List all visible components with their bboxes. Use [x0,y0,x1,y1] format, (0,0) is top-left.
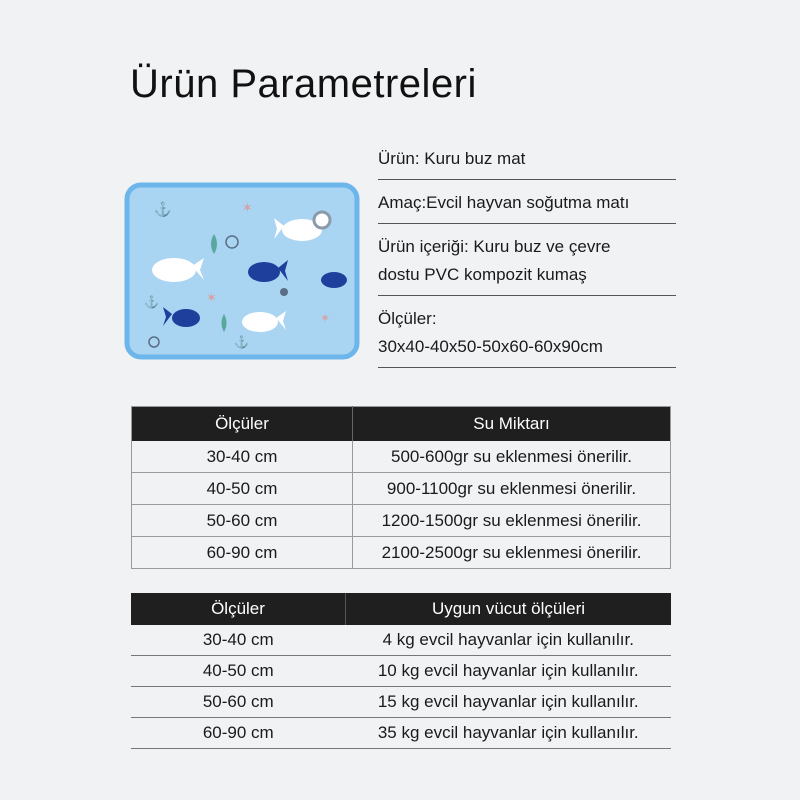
starfish-icon: ✶ [320,311,331,325]
value-cell: 500-600gr su eklenmesi önerilir. [353,441,671,473]
page-title: Ürün Parametreleri [130,62,477,106]
column-header: Uygun vücut ölçüleri [346,593,672,625]
value-cell: 35 kg evcil hayvanlar için kullanılır. [346,718,672,749]
table-row [132,473,671,505]
value-cell: 15 kg evcil hayvanlar için kullanılır. [346,687,672,718]
size-cell: 40-50 cm [132,473,353,505]
table-header-row [132,407,671,442]
body-size-table [131,593,671,749]
size-cell: 30-40 cm [131,625,346,656]
param-list [378,142,676,368]
size-cell: 60-90 cm [131,718,346,749]
column-header: Ölçüler [132,407,353,442]
whale-icon [321,272,347,288]
size-cell: 50-60 cm [131,687,346,718]
column-header: Ölçüler [131,593,346,625]
value-cell: 1200-1500gr su eklenmesi önerilir. [353,505,671,537]
table-header-row [131,593,671,625]
starfish-icon: ✶ [206,290,217,305]
table-row [131,687,671,718]
table-row [131,718,671,749]
valve-icon [314,212,330,228]
anchor-icon: ⚓ [154,201,172,217]
value-cell: 900-1100gr su eklenmesi önerilir. [353,473,671,505]
water-amount-table [131,406,671,569]
size-cell: 60-90 cm [132,537,353,569]
product-image [124,182,360,360]
value-cell: 2100-2500gr su eklenmesi önerilir. [353,537,671,569]
value-cell: 10 kg evcil hayvanlar için kullanılır. [346,656,672,687]
table-row [132,441,671,473]
starfish-icon: ✶ [242,200,253,215]
size-cell: 40-50 cm [131,656,346,687]
size-cell: 50-60 cm [132,505,353,537]
octopus-icon [280,288,288,296]
param-contents: Ürün içeriği: Kuru buz ve çevre dostu PVC kompozit kumaş [378,230,676,296]
table-row [132,505,671,537]
param-sizes: Ölçüler: 30x40-40x50-50x60-60x90cm [378,302,676,368]
column-header: Su Miktarı [353,407,671,442]
value-cell: 4 kg evcil hayvanlar için kullanılır. [346,625,672,656]
anchor-icon: ⚓ [234,335,249,349]
table-row [131,625,671,656]
param-product: Ürün: Kuru buz mat [378,142,676,180]
table-row [131,656,671,687]
anchor-icon: ⚓ [144,295,159,309]
param-purpose: Amaç:Evcil hayvan soğutma matı [378,186,676,224]
table-row [132,537,671,569]
size-cell: 30-40 cm [132,441,353,473]
